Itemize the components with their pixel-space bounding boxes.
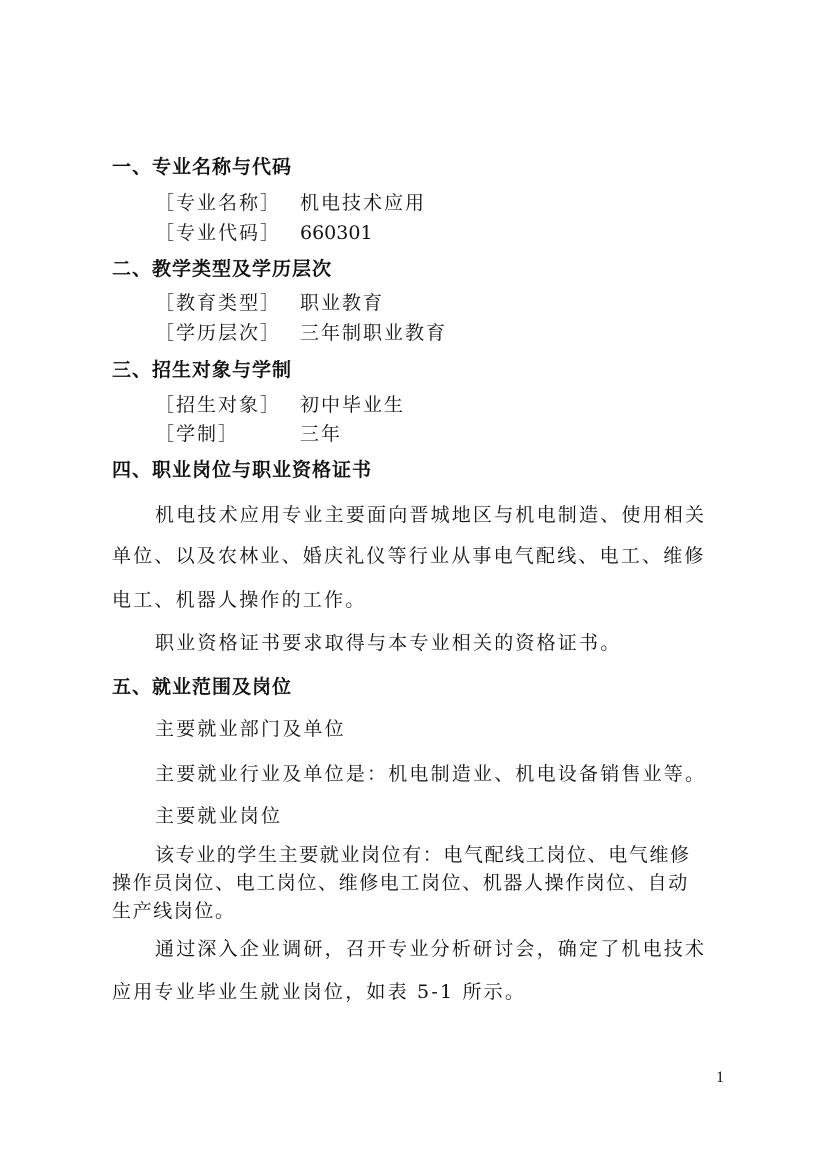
field-value-education-type: 职业教育 xyxy=(300,292,385,314)
paragraph-line: 应用专业毕业生就业岗位，如表 5-1 所示。 xyxy=(112,981,527,1003)
page-number: 1 xyxy=(716,1069,724,1086)
field-label-enrollment-target: ［招生对象］ xyxy=(155,394,282,416)
field-label-major-name: ［专业名称］ xyxy=(155,192,282,214)
subheading-employment-units: 主要就业部门及单位 xyxy=(155,718,346,740)
subheading-employment-posts: 主要就业岗位 xyxy=(155,805,283,827)
section-heading-1: 一、专业名称与代码 xyxy=(112,156,293,178)
field-label-duration: ［学制］ xyxy=(155,423,240,445)
paragraph-line: 生产线岗位。 xyxy=(112,900,236,922)
field-value-duration: 三年 xyxy=(300,423,343,445)
field-label-education-type: ［教育类型］ xyxy=(155,292,282,314)
field-label-education-level: ［学历层次］ xyxy=(155,322,282,344)
field-value-education-level: 三年制职业教育 xyxy=(300,322,448,344)
section-heading-5: 五、就业范围及岗位 xyxy=(112,676,293,698)
section-heading-4: 四、职业岗位与职业资格证书 xyxy=(112,459,373,481)
paragraph-line: 单位、以及农林业、婚庆礼仪等行业从事电气配线、电工、维修 xyxy=(112,545,706,567)
section-heading-3: 三、招生对象与学制 xyxy=(112,359,293,381)
paragraph-line: 电工、机器人操作的工作。 xyxy=(112,589,367,611)
field-value-major-name: 机电技术应用 xyxy=(300,192,427,214)
field-value-major-code: 660301 xyxy=(300,222,373,244)
section-heading-2: 二、教学类型及学历层次 xyxy=(112,258,333,280)
paragraph-line: 职业资格证书要求取得与本专业相关的资格证书。 xyxy=(155,632,622,654)
paragraph-line: 操作员岗位、电工岗位、维修电工岗位、机器人操作岗位、自动 xyxy=(112,872,689,894)
paragraph-line: 该专业的学生主要就业岗位有：电气配线工岗位、电气维修 xyxy=(155,844,691,866)
field-value-enrollment-target: 初中毕业生 xyxy=(300,394,406,416)
paragraph-line: 机电技术应用专业主要面向晋城地区与机电制造、使用相关 xyxy=(155,504,707,526)
field-label-major-code: ［专业代码］ xyxy=(155,222,282,244)
paragraph-line: 通过深入企业调研，召开专业分析研讨会，确定了机电技术 xyxy=(155,938,707,960)
paragraph-line: 主要就业行业及单位是：机电制造业、机电设备销售业等。 xyxy=(155,763,707,785)
